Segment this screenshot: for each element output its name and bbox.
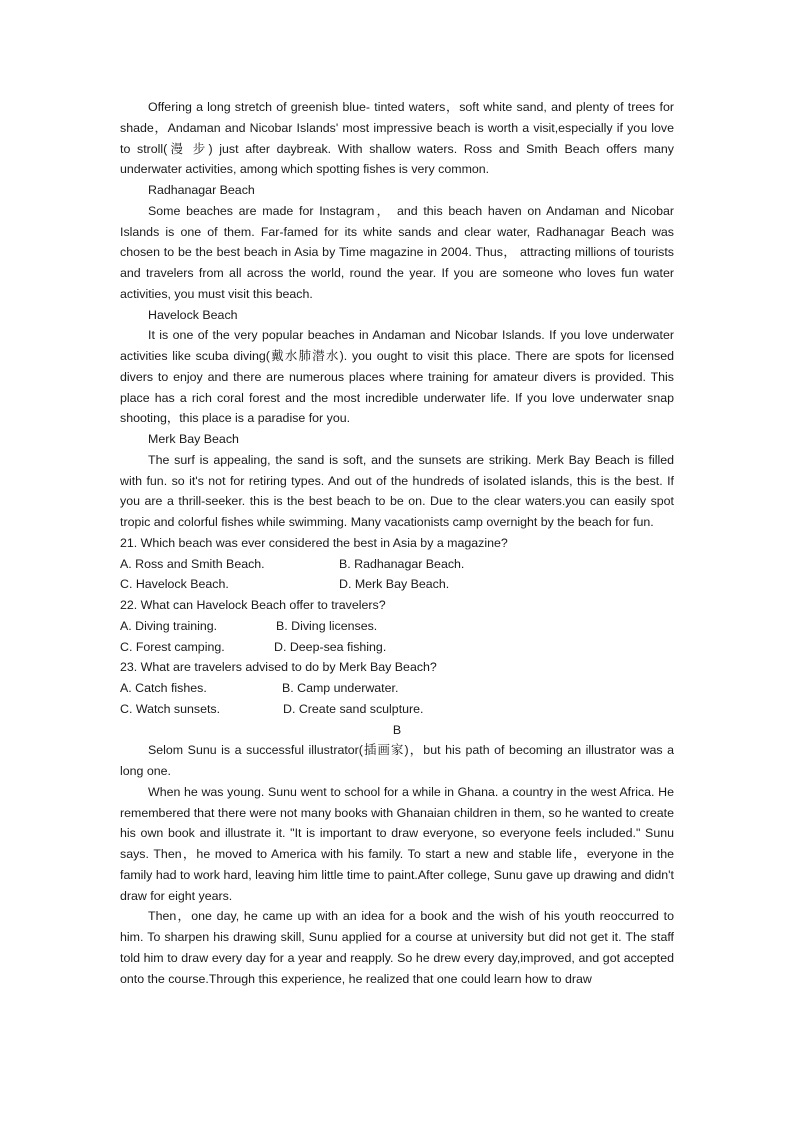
question-23-option-d: D. Create sand sculpture. bbox=[283, 701, 424, 716]
question-22-option-d: D. Deep-sea fishing. bbox=[274, 639, 387, 654]
question-23-option-b: B. Camp underwater. bbox=[282, 681, 399, 695]
question-22-option-a: A. Diving training. bbox=[120, 618, 218, 633]
beach-heading-merk-bay: Merk Bay Beach bbox=[148, 432, 239, 446]
passage-a-intro: Offering a long stretch of greenish blue- tinted waters，soft white sand, and plenty of trees for shade，Andaman and Nicobar Islands' most impressive beach is worth a visit,especially if you love to stroll(漫 步) just after daybreak. With shallow waters. Ross and Smith Beach offers many underwater activities, among which spotting fishes is very common. bbox=[120, 100, 674, 177]
passage-b-label: B bbox=[392, 722, 402, 737]
beach-text-havelock: It is one of the very popular beaches in Andaman and Nicobar Islands. If you love underwater activities like scuba diving(戴水肺潜水). you ought to visit this place. There are spots for licensed divers to enjoy and there are numerous places where training for amateur divers is provided. This place has a rich coral forest and the most incredible underwater life. If you love underwater snap shooting，this place is a paradise for you. bbox=[120, 328, 674, 426]
question-21-options-row-2 bbox=[120, 574, 674, 595]
beach-text-radhanagar: Some beaches are made for Instagram， and this beach haven on Andaman and Nicobar Islands is one of them. Far-famed for its white sands and clear water, Radhanagar Beach was chosen to be the best beach in Asia by Time magazine in 2004. Thus， attracting millions of tourists and travelers from all across the world, round the year. If you are someone who loves fun water activities, you must visit this beach. bbox=[120, 203, 674, 301]
question-23-stem: 23. What are travelers advised to do by Merk Bay Beach? bbox=[120, 660, 437, 675]
passage-b-paragraph-3: Then，one day, he came up with an idea for a book and the wish of his youth reoccurred to him. To sharpen his drawing skill, Sunu applied for a course at university but did not get it. The staff told him to draw every day for a year and reapply. So he drew every day,improved, and got accepted onto the course.Through this experience, he realized that one could learn how to draw bbox=[120, 909, 674, 986]
question-21-option-d: D. Merk Bay Beach. bbox=[339, 577, 450, 592]
beach-heading-havelock: Havelock Beach bbox=[148, 307, 238, 322]
question-22-option-b: B. Diving licenses. bbox=[276, 618, 378, 633]
passage-b-paragraph-1: Selom Sunu is a successful illustrator(插画家)，but his path of becoming an illustrator was a long one. bbox=[120, 743, 674, 778]
question-23-option-c: C. Watch sunsets. bbox=[120, 701, 221, 716]
question-23-options-row-2 bbox=[120, 699, 674, 720]
question-21-option-a: A. Ross and Smith Beach. bbox=[120, 556, 265, 571]
beach-heading-radhanagar: Radhanagar Beach bbox=[148, 183, 255, 197]
passage-b-paragraph-2: When he was young. Sunu went to school for a while in Ghana. a country in the west Africa. He remembered that there were not many books with Ghanaian children in them, so he wanted to create his own book and illustrate it. "It is important to draw everyone, so everyone feels included." Sunu says. Then，he moved to America with his family. To start a new and stable life，everyone in the family had to work hard, leaving him little time to paint.After college, Sunu gave up drawing and didn't draw for eight years. bbox=[120, 784, 674, 903]
question-21-option-c: C. Havelock Beach. bbox=[120, 577, 229, 592]
document-body bbox=[120, 97, 674, 989]
question-21-option-b: B. Radhanagar Beach. bbox=[339, 556, 465, 571]
question-23-options-row-1 bbox=[120, 678, 674, 699]
question-22-options-row-2 bbox=[120, 637, 674, 658]
question-21-options-row-1 bbox=[120, 554, 674, 575]
beach-text-merk-bay: The surf is appealing, the sand is soft, and the sunsets are striking. Merk Bay Beach is filled with fun. so it's not for retiring types. And out of the hundreds of isolated islands, this is the best. If you are a thrill-seeker. this is the best beach to be on. Due to the clear waters.you can easily spot tropic and colorful fishes while swimming. Many vacationists camp overnight by the beach for fun. bbox=[120, 452, 674, 529]
question-22-stem: 22. What can Havelock Beach offer to travelers? bbox=[120, 598, 386, 612]
question-22-option-c: C. Forest camping. bbox=[120, 639, 225, 654]
question-22-options-row-1 bbox=[120, 616, 674, 637]
question-21-stem: 21. Which beach was ever considered the best in Asia by a magazine? bbox=[120, 535, 508, 550]
question-23-option-a: A. Catch fishes. bbox=[120, 681, 207, 695]
